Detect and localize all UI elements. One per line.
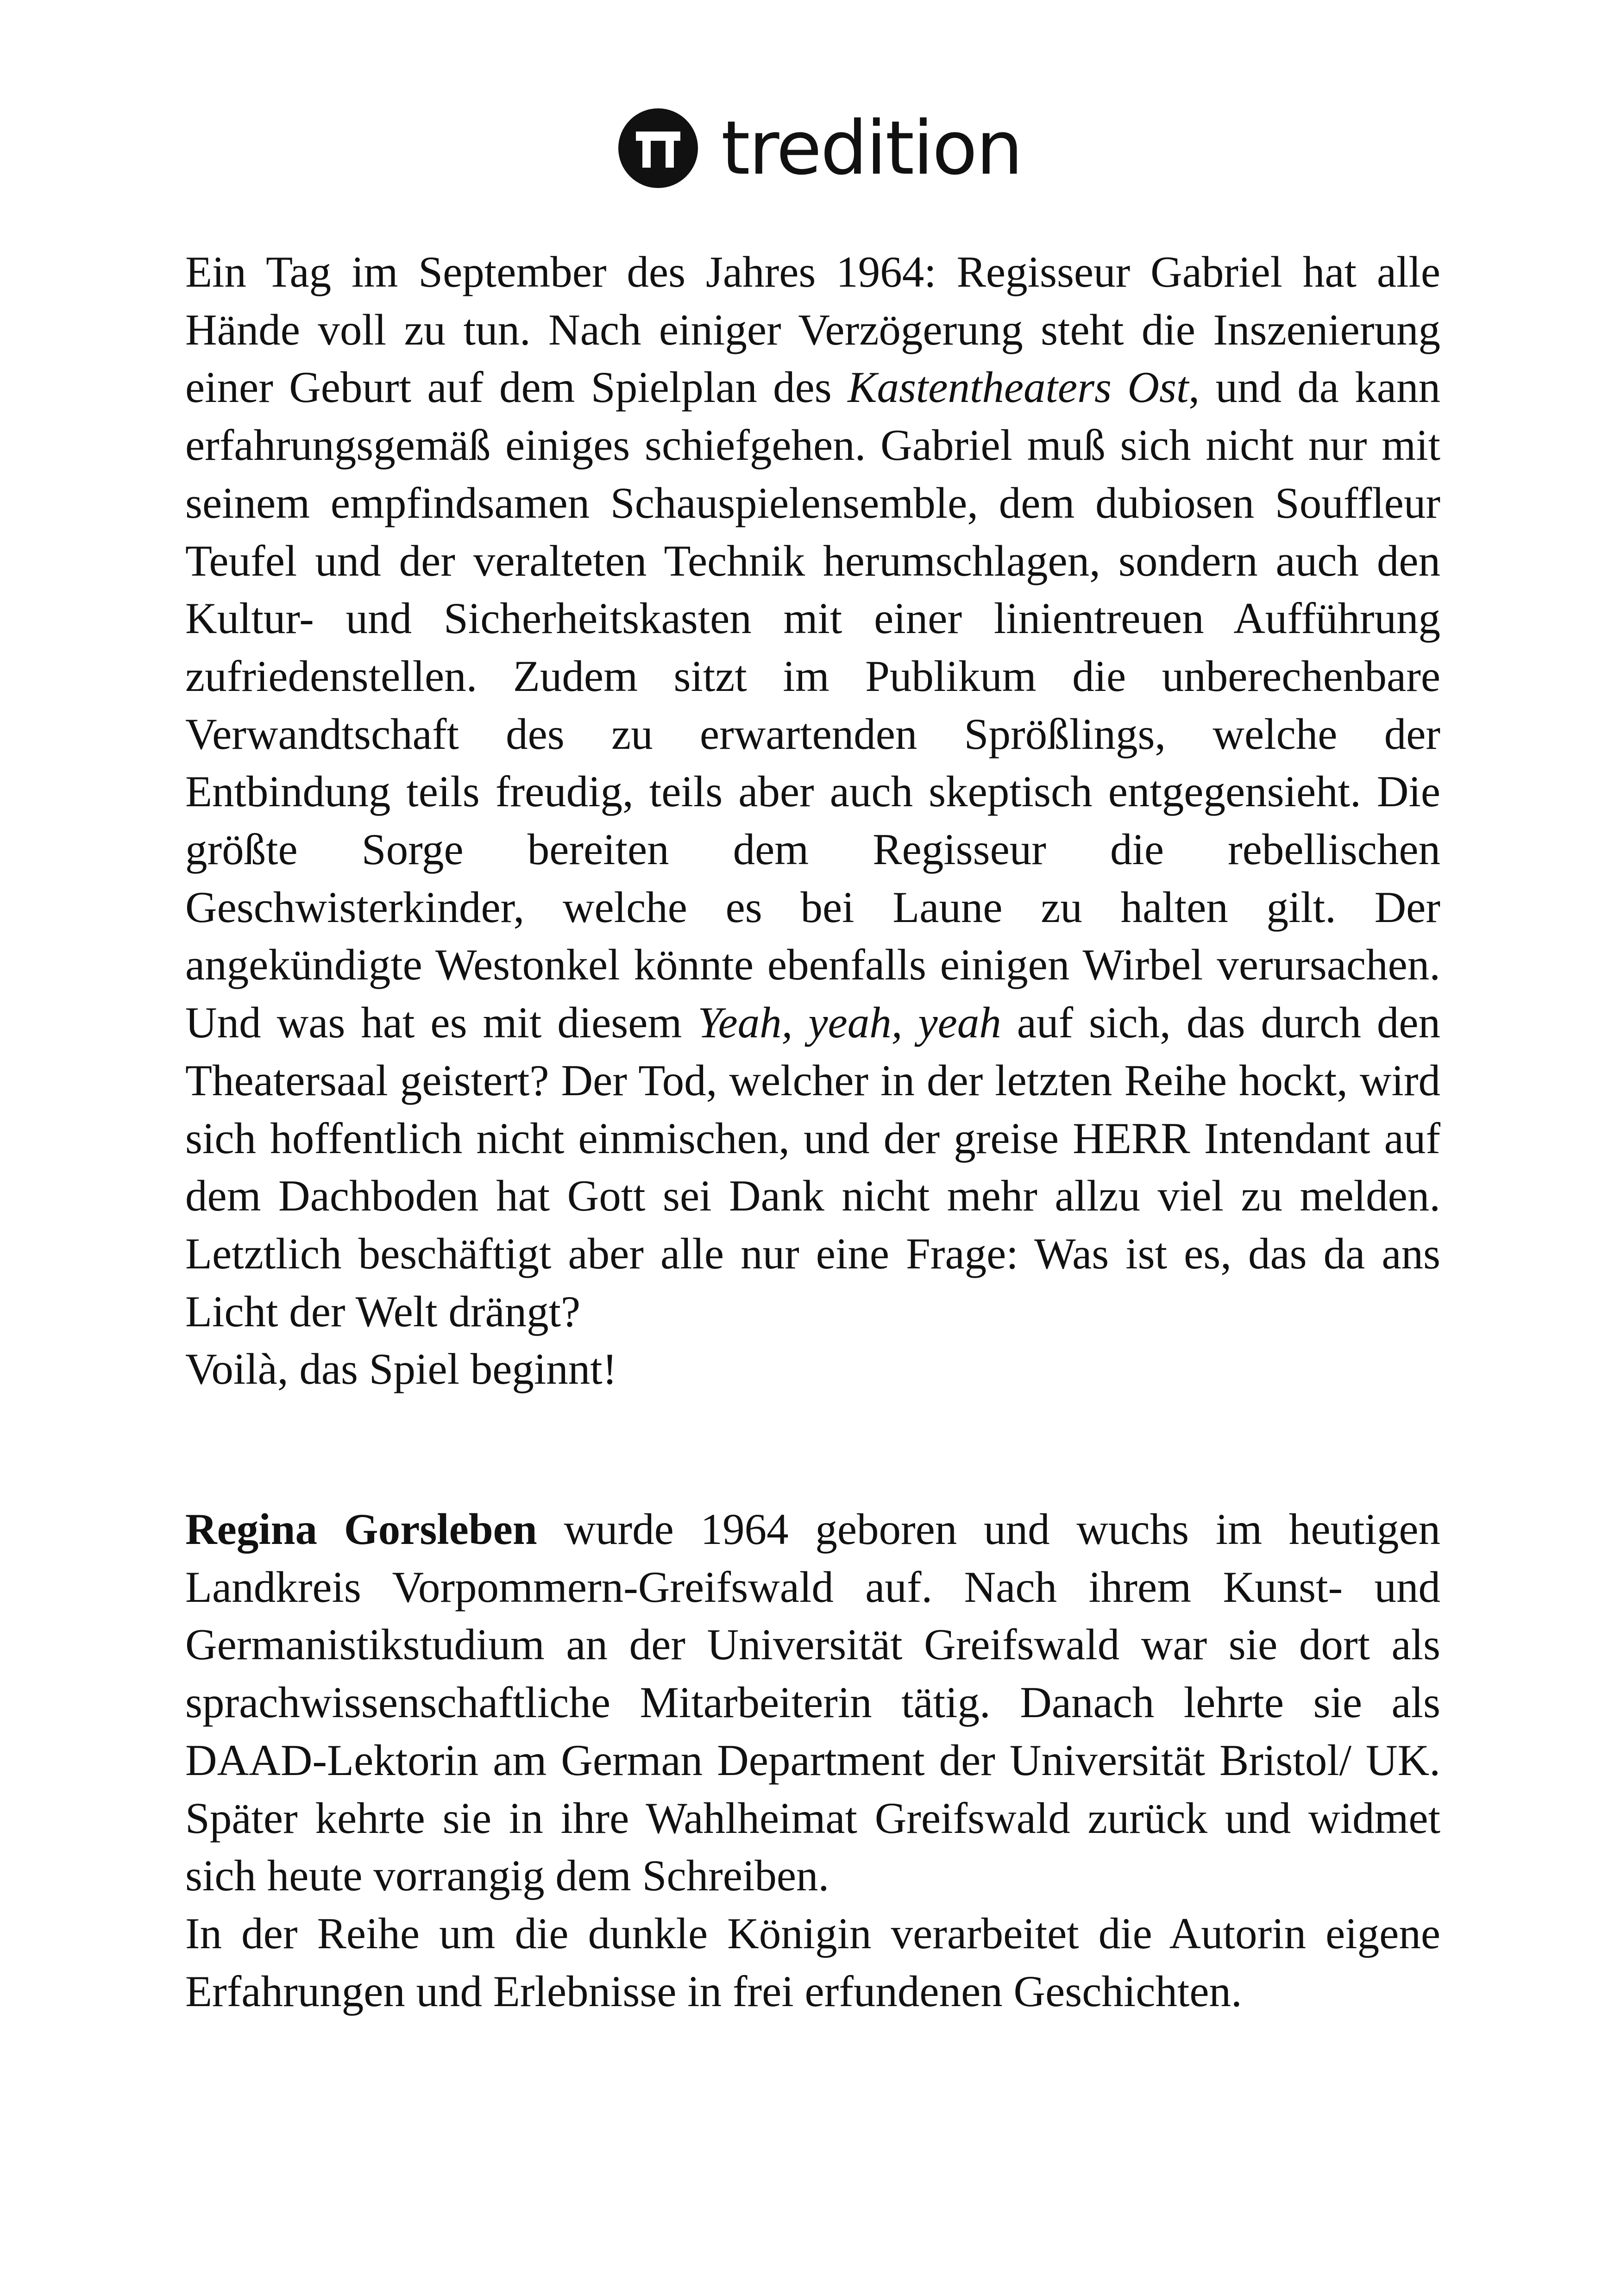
description-paragraph xyxy=(185,243,1440,1340)
theater-name: Kastentheaters Ost xyxy=(848,363,1189,412)
description-text: , und da kann erfahrungsgemäß einiges schiefgehen. Gabriel muß sich nicht nur mit seinem empfindsamen Schauspielensemble, dem dubiosen Souffleur Teufel und der veralteten Technik herumschlagen, sondern auch den Kultur- und Sicherheitskasten mit einer linientreuen Aufführung zufriedenstellen. Zudem sitzt im Publikum die unberechenbare Verwandtschaft des zu erwartenden Sprößlings, welche der Entbindung teils freudig, teils aber auch skeptisch entgegensieht. Die größte Sorge bereiten dem Regisseur die rebellischen Geschwisterkinder, welche es bei Laune zu halten gilt. Der angekündigte Westonkel könnte ebenfalls einigen Wirbel verursachen. Und was hat es mit diesem xyxy=(185,363,1440,1048)
author-bio xyxy=(185,1500,1440,2020)
author-bio-closing: In der Reihe um die dunkle Königin verarbeitet die Autorin eigene Erfahrungen und Erlebnisse in frei erfundenen Geschichten. xyxy=(185,1908,1440,2016)
description-text: Ein Tag im September des Jahres 1964: Regisseur Gabriel hat alle Hände voll zu tun. Nach einiger Verzögerung steht die Inszenierung einer Geburt auf dem Spielplan des xyxy=(185,247,1440,412)
book-description xyxy=(185,243,1440,1398)
author-name: Regina Gorsleben xyxy=(185,1505,537,1554)
publisher-logo xyxy=(618,102,1022,194)
tredition-t-icon xyxy=(618,108,698,188)
author-bio-paragraph xyxy=(185,1500,1440,1905)
description-text: auf sich, das durch den Theatersaal geistert? Der Tod, welcher in der letzten Reihe hockt, wird sich hoffentlich nicht einmischen, und der greise HERR Intendant auf dem Dachboden hat Gott sei Dank nicht mehr allzu viel zu melden. Letztlich beschäftigt aber alle nur eine Frage: Was ist es, das da ans Licht der Welt drängt? xyxy=(185,998,1440,1336)
description-closing: Voilà, das Spiel beginnt! xyxy=(185,1344,617,1394)
author-bio-text: wurde 1964 geboren und wuchs im heutigen Landkreis Vorpommern-Greifswald auf. Nach ihrem Kunst- und Germanistikstudium an der Universität Greifswald war sie dort als sprachwissenschaftliche Mitarbeiterin tätig. Danach lehrte sie als DAAD-Lektorin am German Department der Universität Bristol/ UK. Später kehrte sie in ihre Wahlheimat Greifswald zurück und widmet sich heute vorrangig dem Schreiben. xyxy=(185,1505,1440,1901)
song-quote: Yeah, yeah, yeah xyxy=(697,998,1001,1048)
publisher-name: tredition xyxy=(721,105,1022,191)
